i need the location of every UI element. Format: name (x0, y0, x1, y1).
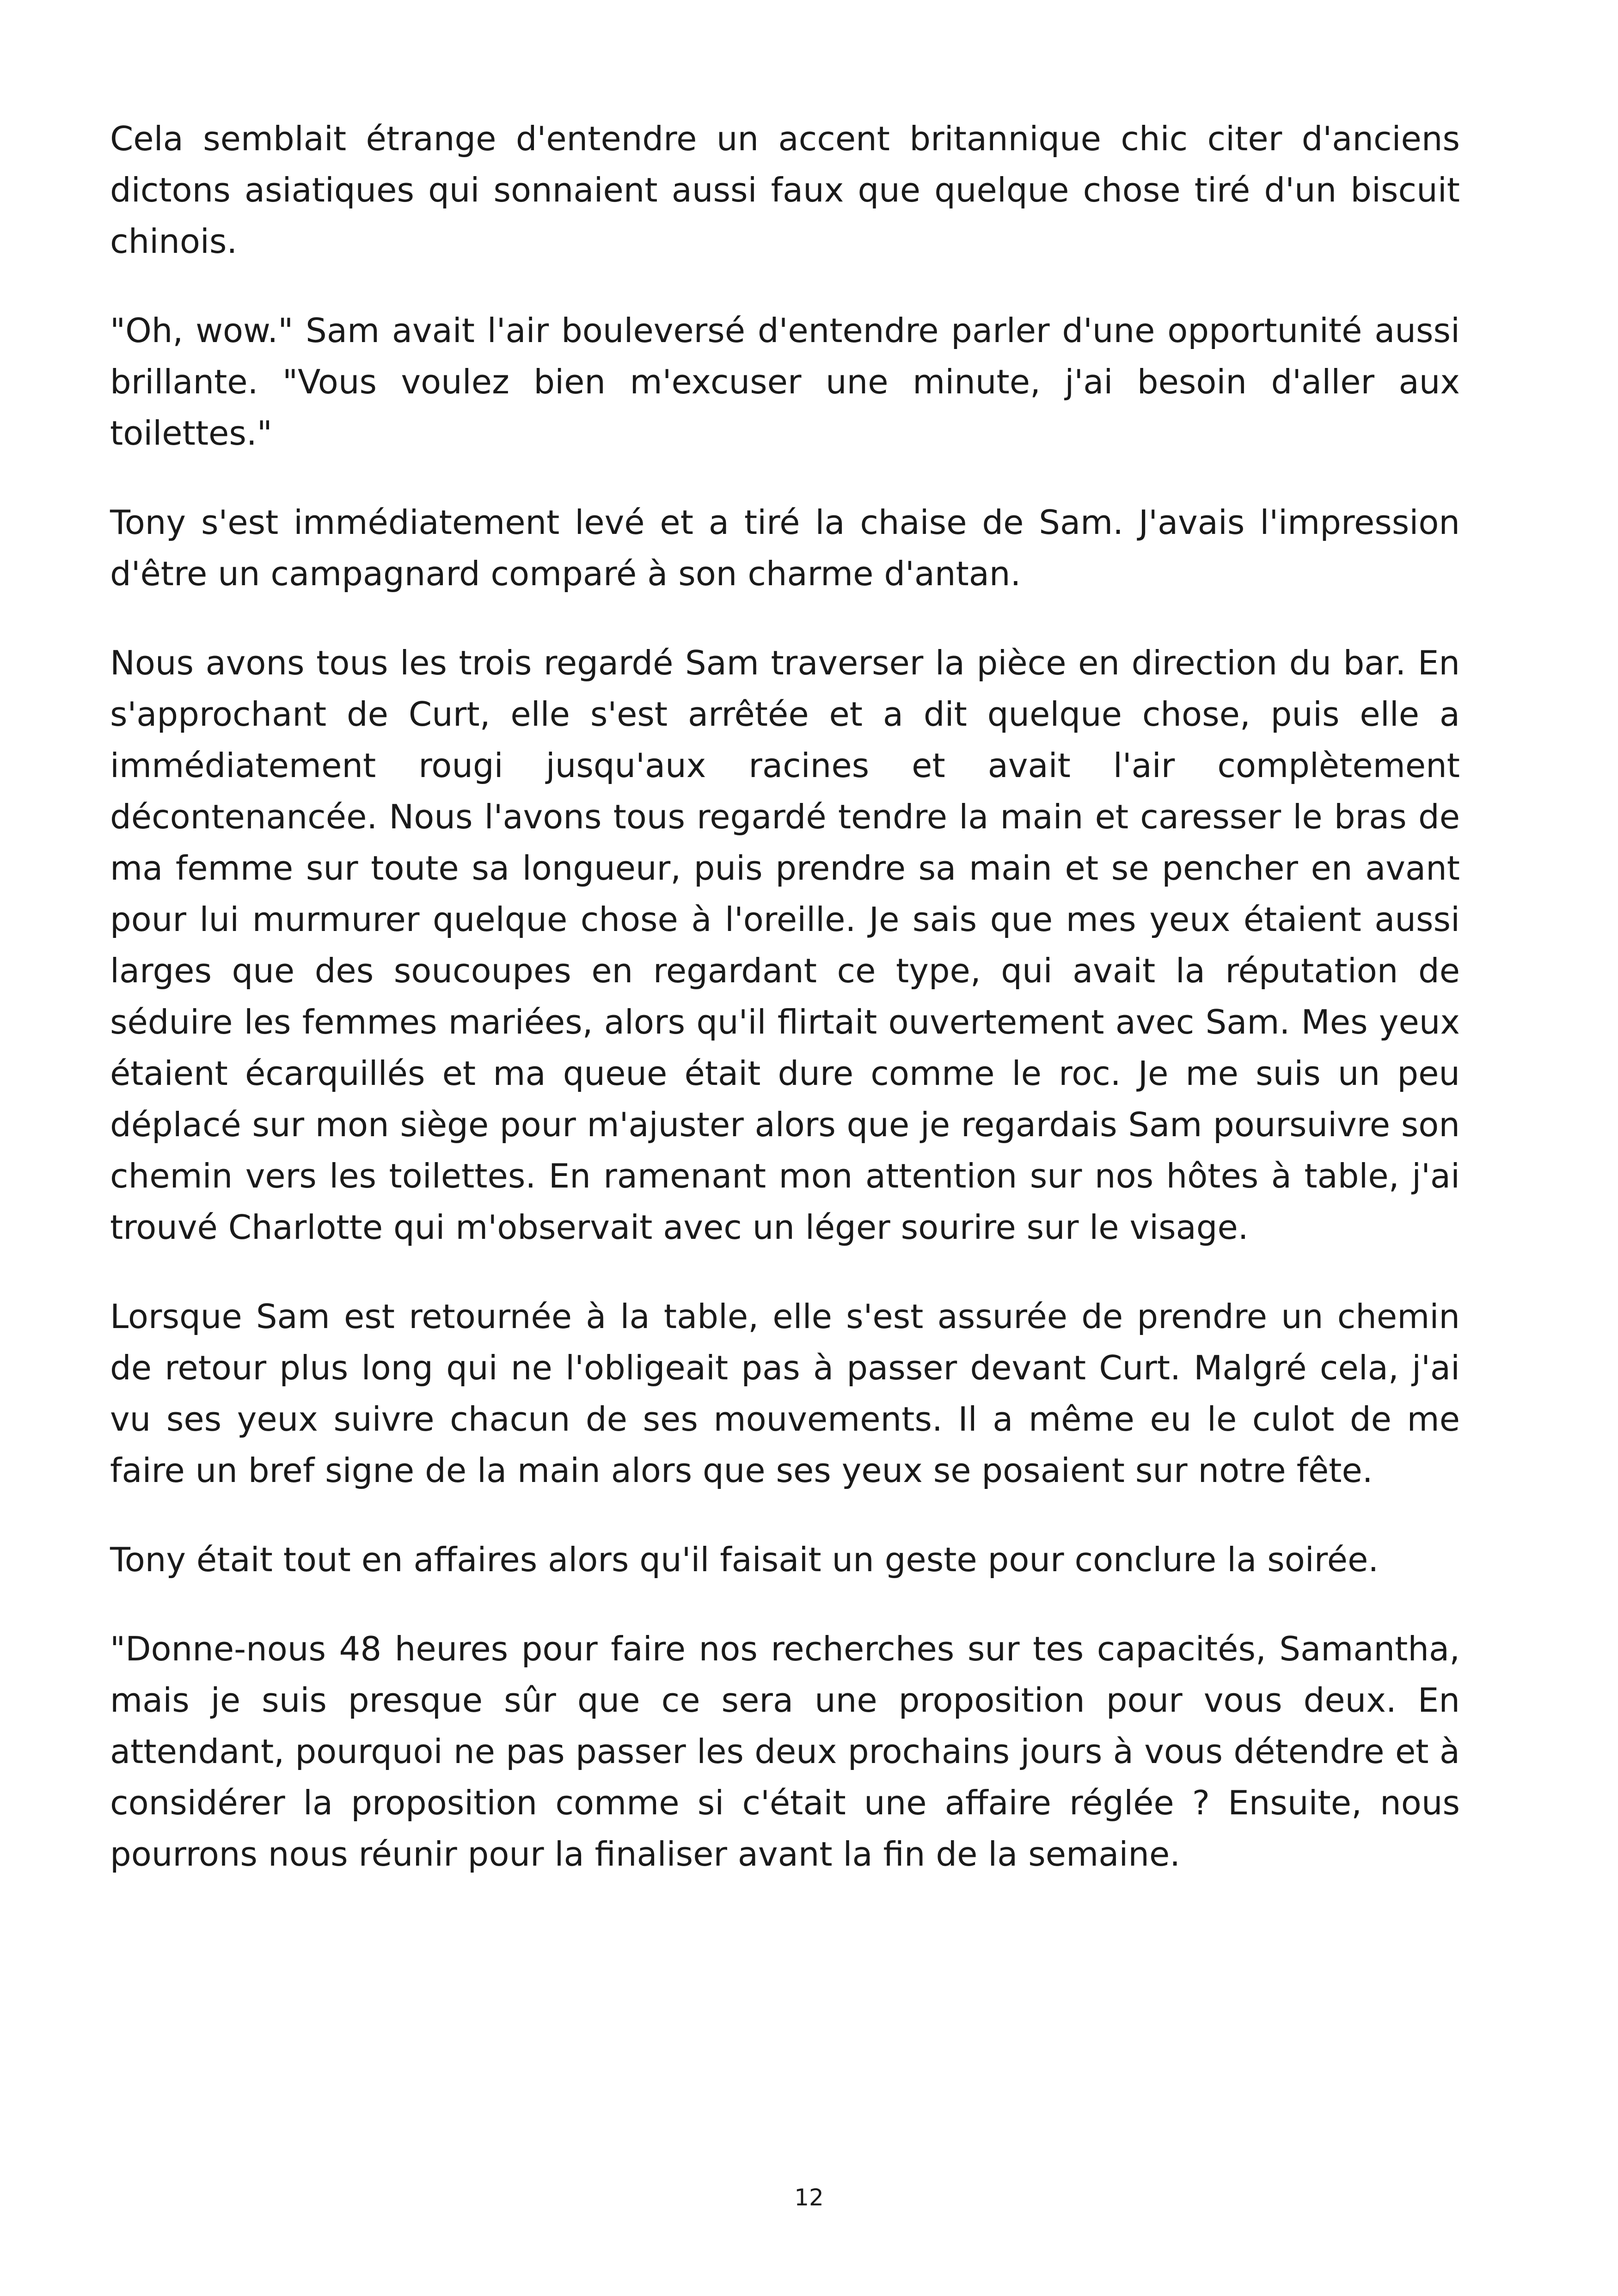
paragraph: "Donne-nous 48 heures pour faire nos recherches sur tes capacités, Samantha, mais je suis presque sûr que ce sera une proposition pour vous deux. En attendant, pourquoi ne pas passer les deux prochains jours à vous détendre et à considérer la proposition comme si c'était une affaire réglée ? Ensuite, nous pourrons nous réunir pour la finaliser avant la fin de la semaine. (110, 1629, 1460, 1874)
paragraph: Tony était tout en affaires alors qu'il faisait un geste pour conclure la soirée. (110, 1540, 1379, 1579)
paragraph: Lorsque Sam est retournée à la table, elle s'est assurée de prendre un chemin de retour plus long qui ne l'obligeait pas à passer devant Curt. Malgré cela, j'ai vu ses yeux suivre chacun de ses mouvements. Il a même eu le culot de me faire un bref signe de la main alors que ses yeux se posaient sur notre fête. (110, 1297, 1460, 1490)
page-number: 12 (794, 2184, 824, 2211)
paragraph: Nous avons tous les trois regardé Sam traverser la pièce en direction du bar. En s'approchant de Curt, elle s'est arrêtée et a dit quelque chose, puis elle a immédiatement rougi jusqu'aux racines et avait l'air complètement décontenancée. Nous l'avons tous regardé tendre la main et caresser le bras de ma femme sur toute sa longueur, puis prendre sa main et se pencher en avant pour lui murmurer quelque chose à l'oreille. Je sais que mes yeux étaient aussi larges que des soucoupes en regardant ce type, qui avait la réputation de séduire les femmes mariées, alors qu'il flirtait ouvertement avec Sam. Mes yeux étaient écarquillés et ma queue était dure comme le roc. Je me suis un peu déplacé sur mon siège pour m'ajuster alors que je regardais Sam poursuivre son chemin vers les toilettes. En ramenant mon attention sur nos hôtes à table, j'ai trouvé Charlotte qui m'observait avec un léger sourire sur le visage. (110, 643, 1460, 1247)
paragraph: "Oh, wow." Sam avait l'air bouleversé d'entendre parler d'une opportunité aussi brillante. "Vous voulez bien m'excuser une minute, j'ai besoin d'aller aux toilettes." (110, 311, 1460, 453)
paragraph: Cela semblait étrange d'entendre un accent britannique chic citer d'anciens dictons asiatiques qui sonnaient aussi faux que quelque chose tiré d'un biscuit chinois. (110, 119, 1460, 261)
paragraph: Tony s'est immédiatement levé et a tiré la chaise de Sam. J'avais l'impression d'être un campagnard comparé à son charme d'antan. (110, 503, 1460, 593)
body-text (110, 113, 1460, 1918)
